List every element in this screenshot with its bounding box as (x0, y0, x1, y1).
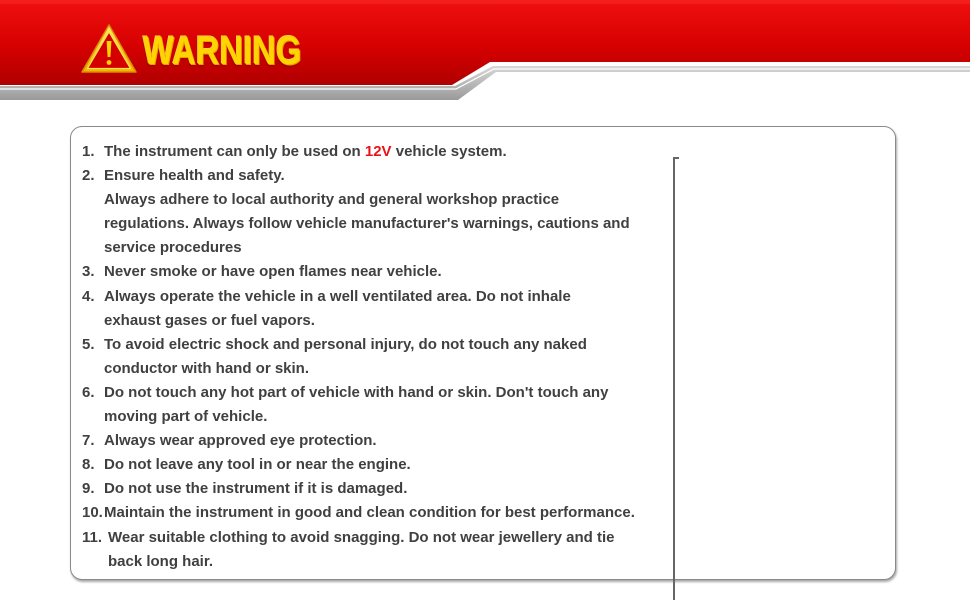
item-text: Never smoke or have open flames near vehicle. (104, 263, 442, 281)
item-text: Wear suitable clothing to avoid snagging. Do not wear jewellery and tie (108, 528, 615, 546)
item-text: Do not touch any hot part of vehicle with hand or skin. Don't touch any (104, 383, 609, 401)
panel-divider (673, 157, 675, 600)
item-number: 2. (82, 167, 95, 185)
item-number: 8. (82, 456, 95, 474)
warning-item-8 (82, 453, 662, 477)
item-text: conductor with hand or skin. (104, 359, 310, 377)
warning-item-4 (82, 285, 662, 333)
item-number: 4. (82, 287, 95, 305)
warning-item-7 (82, 429, 662, 453)
warning-item-3 (82, 260, 662, 284)
voltage-highlight: 12V (364, 143, 392, 160)
banner-title: WARNING (143, 29, 302, 73)
item-number: 6. (82, 383, 95, 401)
item-number: 1. (82, 143, 95, 160)
item-number: 5. (82, 335, 95, 353)
warning-item-9 (82, 477, 662, 501)
item-text: exhaust gases or fuel vapors. (104, 311, 315, 329)
warning-item-1 (82, 140, 662, 164)
item-text: The instrument can only be used on (104, 143, 361, 160)
warning-list (82, 140, 662, 574)
item-text: Ensure health and safety. (104, 167, 285, 185)
warning-item-5 (82, 333, 662, 381)
item-number: 3. (82, 263, 95, 281)
item-text: moving part of vehicle. (104, 408, 268, 426)
item-text: regulations. Always follow vehicle manufacturer's warnings, cautions and (104, 215, 630, 233)
item-text: Maintain the instrument in good and clean condition for best performance. (104, 504, 635, 522)
item-text: Always adhere to local authority and general workshop practice (104, 191, 560, 209)
item-text: Do not use the instrument if it is damaged. (104, 480, 408, 498)
item-text: Always operate the vehicle in a well ventilated area. Do not inhale (104, 287, 571, 305)
item-text: Do not leave any tool in or near the engine. (104, 456, 411, 474)
item-text: vehicle system. (395, 143, 507, 160)
item-number: 11. (82, 528, 103, 546)
item-text: Always wear approved eye protection. (104, 432, 377, 450)
item-text: To avoid electric shock and personal injury, do not touch any naked (104, 335, 587, 353)
warning-triangle-icon (80, 23, 138, 75)
warning-item-2 (82, 164, 662, 260)
item-number: 7. (82, 432, 95, 450)
item-number: 9. (82, 480, 95, 498)
warning-item-6 (82, 381, 662, 429)
item-text: back long hair. (108, 552, 214, 570)
item-text: service procedures (104, 239, 242, 257)
panel-divider-tick (673, 157, 679, 159)
warning-item-10 (82, 501, 662, 525)
warning-banner (0, 0, 970, 110)
warning-item-11 (82, 526, 662, 574)
item-number: 10. (82, 504, 103, 522)
